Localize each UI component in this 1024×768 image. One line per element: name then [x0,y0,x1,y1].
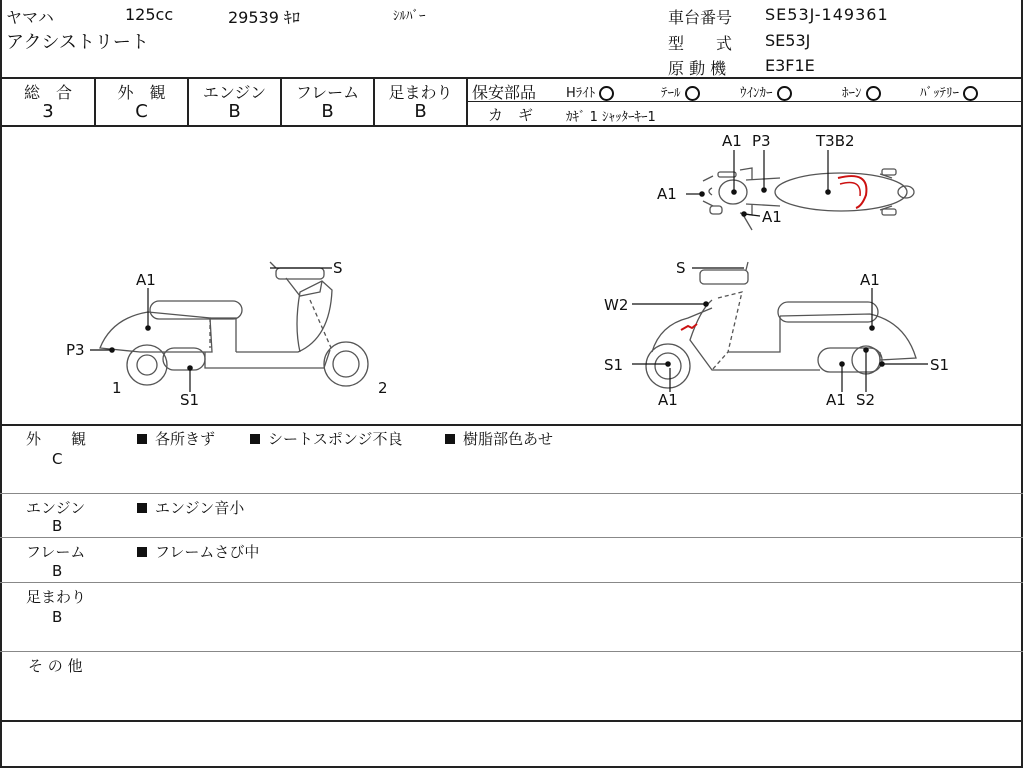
scooter-top-view [703,168,914,230]
note-item [137,541,259,562]
label-left-s1: S1 [180,391,200,409]
grade-label: エンジン [202,83,267,102]
note-item [250,428,402,449]
label-top-a1: A1 [722,132,742,150]
ok-circle-icon [777,86,792,101]
safety-item-label: ｳｲﾝｶｰ [740,86,773,101]
safety-item-horn [842,82,881,101]
damage-mark [840,183,860,197]
safety-row-divider [468,101,1022,102]
note-label: 外 観 [26,430,87,448]
ok-circle-icon [866,86,881,101]
grade-value: 3 [42,101,54,122]
label-left-s: S [333,259,343,277]
label-top-t3b2: T3B2 [816,132,855,150]
grade-label: フレーム [295,83,360,102]
bullet-icon [250,434,260,444]
note-label: そ の 他 [28,657,83,675]
label-top-a1-left: A1 [657,185,677,203]
displacement: 125cc [125,5,174,24]
key-label: カ ギ [488,106,534,124]
ok-circle-icon [685,86,700,101]
grade-divider [466,78,468,126]
notes-divider [0,493,1023,494]
note-label: フレーム [26,543,86,561]
notes-divider [0,651,1023,652]
label-right-s2: S2 [856,391,876,409]
notes-divider [0,582,1023,583]
maker: ヤマハ [6,8,54,27]
note-item [137,428,215,449]
type-value: SE53J [765,31,811,50]
note-item-text: フレームさび中 [155,543,260,561]
note-item [137,497,244,518]
label-right-a1-muffler: A1 [826,391,846,409]
note-grade: B [52,562,63,580]
note-item-text: エンジン音小 [155,499,245,517]
damage-mark [838,176,866,208]
safety-item-label: ﾊﾞｯﾃﾘｰ [920,86,959,101]
grade-label: 外 観 [117,83,166,102]
frame-no: SE53J-149361 [765,5,889,24]
bullet-icon [137,503,147,513]
label-right-w2: W2 [604,296,629,314]
engine-value: E3F1E [765,56,815,75]
type-label: 型 式 [668,34,733,53]
note-label: 足まわり [26,588,87,606]
label-left-p3: P3 [66,341,85,359]
label-right-a1-wheel: A1 [658,391,678,409]
bullet-icon [445,434,455,444]
engine-label: 原 動 機 [668,59,727,78]
grade-label: 足まわり [388,83,453,102]
label-left-a1: A1 [136,271,156,289]
label-top-p3: P3 [752,132,771,150]
label-right-s1-left: S1 [604,356,624,374]
safety-item-battery [920,82,978,101]
grade-value: B [414,101,427,122]
mileage: 29539 ｷﾛ [228,8,300,27]
grade-value: B [228,101,241,122]
ok-circle-icon [963,86,978,101]
grade-value: C [135,101,148,122]
safety-item-label: ﾃｰﾙ [661,86,681,101]
note-item [445,428,553,449]
notes-bottom [0,720,1023,722]
key-value: ｶｷﾞ 1 ｼｬｯﾀｰｷｰ1 [566,110,656,125]
safety-item-label: Hﾗｲﾄ [566,86,596,101]
bullet-icon [137,434,147,444]
label-left-1: 1 [112,379,122,397]
note-item-text: シートスポンジ不良 [268,430,403,448]
bullet-icon [137,547,147,557]
safety-item-headlight [566,82,614,101]
safety-label: 保安部品 [472,83,537,102]
note-grade: B [52,608,63,626]
note-item-text: 樹脂部色あせ [463,430,554,448]
safety-item-winker [740,82,792,101]
label-right-a1: A1 [860,271,880,289]
label-right-s1-right: S1 [930,356,950,374]
safety-item-tail [661,82,700,101]
notes-divider [0,537,1023,538]
grade-label: 総 合 [23,83,72,102]
note-grade: C [52,450,63,468]
note-item-text: 各所きず [155,430,216,448]
ok-circle-icon [599,86,614,101]
grade-table-top [0,77,1023,79]
safety-item-label: ﾎｰﾝ [842,86,862,101]
label-top-a1-bottom: A1 [762,208,782,226]
notes-top [0,424,1023,426]
label-right-s: S [676,259,686,277]
frame-no-label: 車台番号 [668,8,733,27]
damage-diagram [0,127,1022,425]
label-left-2: 2 [378,379,388,397]
model-name: アクシストリート [6,32,149,53]
grade-value: B [321,101,334,122]
color: ｼﾙﾊﾞｰ [393,9,426,24]
note-label: エンジン [26,499,86,517]
note-grade: B [52,517,63,535]
